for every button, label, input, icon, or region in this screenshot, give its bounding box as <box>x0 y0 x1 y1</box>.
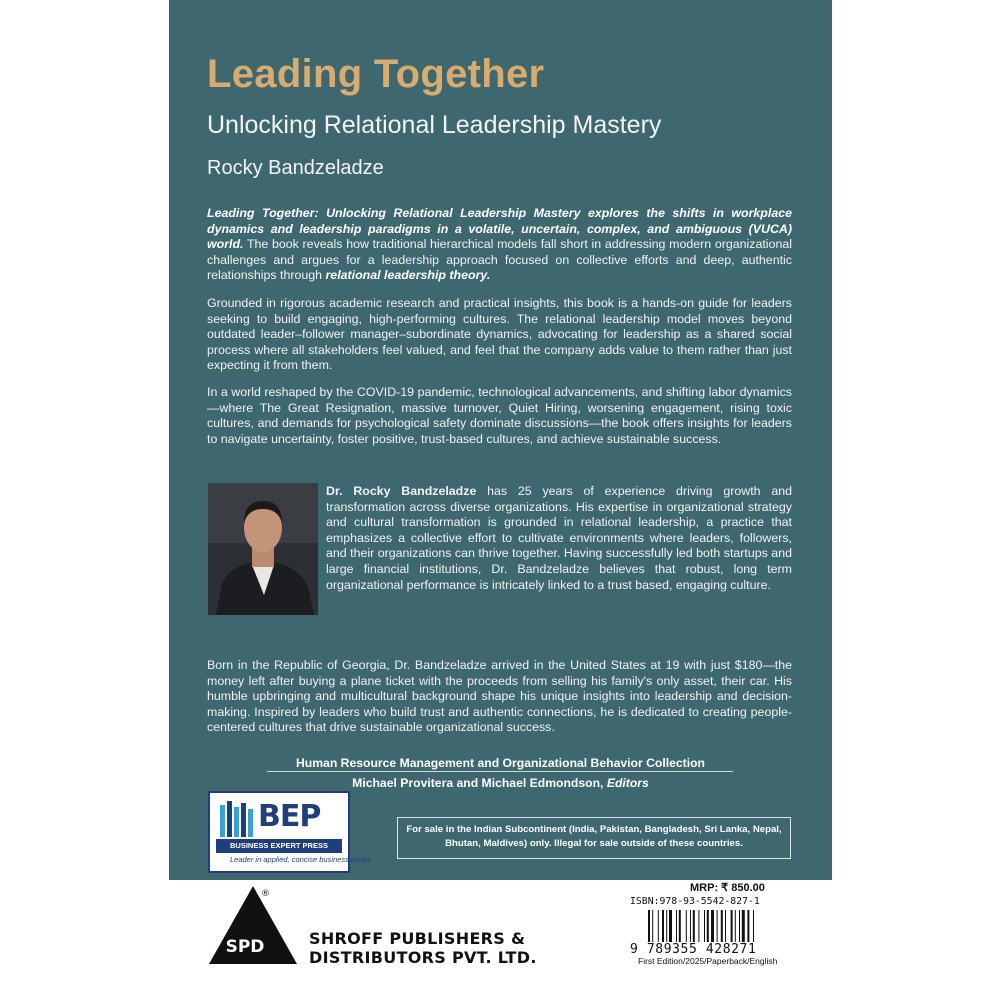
barcode-bar <box>693 910 695 942</box>
price: MRP: ₹ 850.00 <box>690 882 765 894</box>
description-emphasis: relational leadership theory. <box>325 268 491 283</box>
book-author: Rocky Bandzeladze <box>207 157 384 179</box>
barcode-bar <box>747 910 749 942</box>
barcode-bar <box>690 910 691 942</box>
barcode-bar <box>735 910 736 942</box>
barcode-bar <box>707 910 709 942</box>
barcode-bar <box>648 910 650 942</box>
barcode-bar <box>676 910 677 942</box>
bep-tagline: Leader in applied, concise business books <box>230 855 371 864</box>
book-subtitle: Unlocking Relational Leadership Mastery <box>207 111 662 139</box>
description-paragraph-1 <box>207 206 792 284</box>
series-editors-role: Editors <box>606 776 649 790</box>
series-editors-names: Michael Provitera and Michael Edmondson, <box>352 776 604 790</box>
description-lead: Leading Together: Unlocking Relational Leadership Mastery explores the shifts in workplace dynamics and leadership paradigms in a volatile, uncertain, complex, and ambiguous (VUCA) world. <box>207 206 792 252</box>
barcode-bar <box>721 910 723 942</box>
barcode-bar <box>711 910 714 942</box>
barcode-bar <box>731 910 733 942</box>
barcode-bar <box>679 910 681 942</box>
distributor-name <box>309 929 537 967</box>
barcode-bar <box>698 910 699 942</box>
series-editors <box>169 776 832 790</box>
barcode-bar <box>717 910 718 942</box>
barcode-bar <box>725 910 726 942</box>
barcode-bar <box>686 910 687 942</box>
author-background-paragraph: Born in the Republic of Georgia, Dr. Bandzeladze arrived in the United States at 19 with just $180—the money left after buying a plane ticket with the proceeds from selling his family's only asset, their car. His humble upbringing and multicultural background shape his unique insights into leadership and decision-making. Inspired by leaders who build trust and authentic connections, he is dedicated to creating people-centered cultures that drive sustainable organizational success. <box>207 658 792 735</box>
spd-logo-text: SPD <box>225 937 265 957</box>
barcode-bar <box>666 910 667 942</box>
isbn: ISBN:978-93-5542-827-1 <box>630 896 760 907</box>
barcode-bar <box>739 910 740 942</box>
edition-info: First Edition/2025/Paperback/English <box>638 956 778 966</box>
bep-band: BUSINESS EXPERT PRESS <box>216 839 342 853</box>
description-paragraph-2: Grounded in rigorous academic research and practical insights, this book is a hands-on guide for leaders seeking to build engaging, high-performing cultures. The relational leadership model moves beyond outdated leader–follower manager–subordinate dynamics, advocating for leadership as a shared social process where all stakeholders feel valued, and feel that the company adds value to them rather than just expecting it from them. <box>207 296 792 373</box>
registered-mark: ® <box>261 889 270 899</box>
barcode-bar <box>742 910 745 942</box>
barcode-bar <box>652 910 653 942</box>
barcode-bar <box>658 910 659 942</box>
barcode-bar <box>669 910 672 942</box>
series-collection: Human Resource Management and Organizational Behavior Collection <box>295 756 706 770</box>
barcode-digits: 9 789355 428271 <box>630 942 757 957</box>
barcode-bar <box>662 910 664 942</box>
barcode <box>648 910 786 942</box>
description-paragraph-3: In a world reshaped by the COVID-19 pandemic, technological advancements, and shifting labor dynamics—where The Great Resignation, massive turnover, Quiet Hiring, worsening engagement, rising toxic cultures, and demands for psychological safety dominate discussions—the book offers insights for leaders to navigate uncertainty, foster positive, trust-based cultures, and achieve sustainable success. <box>207 385 792 446</box>
author-photo <box>208 483 318 615</box>
distributor-line-2: DISTRIBUTORS PVT. LTD. <box>309 948 537 967</box>
distributor-line-1: SHROFF PUBLISHERS & <box>309 929 526 948</box>
books-icon <box>220 801 256 837</box>
description-body: The book reveals how traditional hierarchical models fall short in addressing modern organizational challenges and argues for a leadership approach focused on collective efforts and deep, authentic relationships through <box>207 237 792 283</box>
barcode-bar <box>704 910 705 942</box>
series-divider <box>267 771 733 772</box>
sale-notice: For sale in the Indian Subcontinent (India, Pakistan, Bangladesh, Sri Lanka, Nepal, Bhutan, Maldives) only. Illegal for sale outside of these countries. <box>397 817 791 859</box>
bep-logo <box>208 791 371 873</box>
author-bio <box>326 484 792 593</box>
bio-name: Dr. Rocky Bandzeladze <box>326 484 477 498</box>
book-title: Leading Together <box>207 52 545 96</box>
bio-text: has 25 years of experience driving growth and transformation across diverse organizations. His expertise in organizational strategy and cultural transformation is grounded in relational leadership, a practice that emphasizes a collective effort to cultivate environments where leaders, followers, and their organizations can thrive together. Having successfully led both startups and large financial institutions, Dr. Bandzeladze believes that robust, long term organizational performance is intricately linked to a trust based, engaging culture. <box>326 484 792 592</box>
bep-wordmark: BEP <box>258 799 321 834</box>
barcode-bar <box>753 910 754 942</box>
spd-logo <box>209 884 305 973</box>
